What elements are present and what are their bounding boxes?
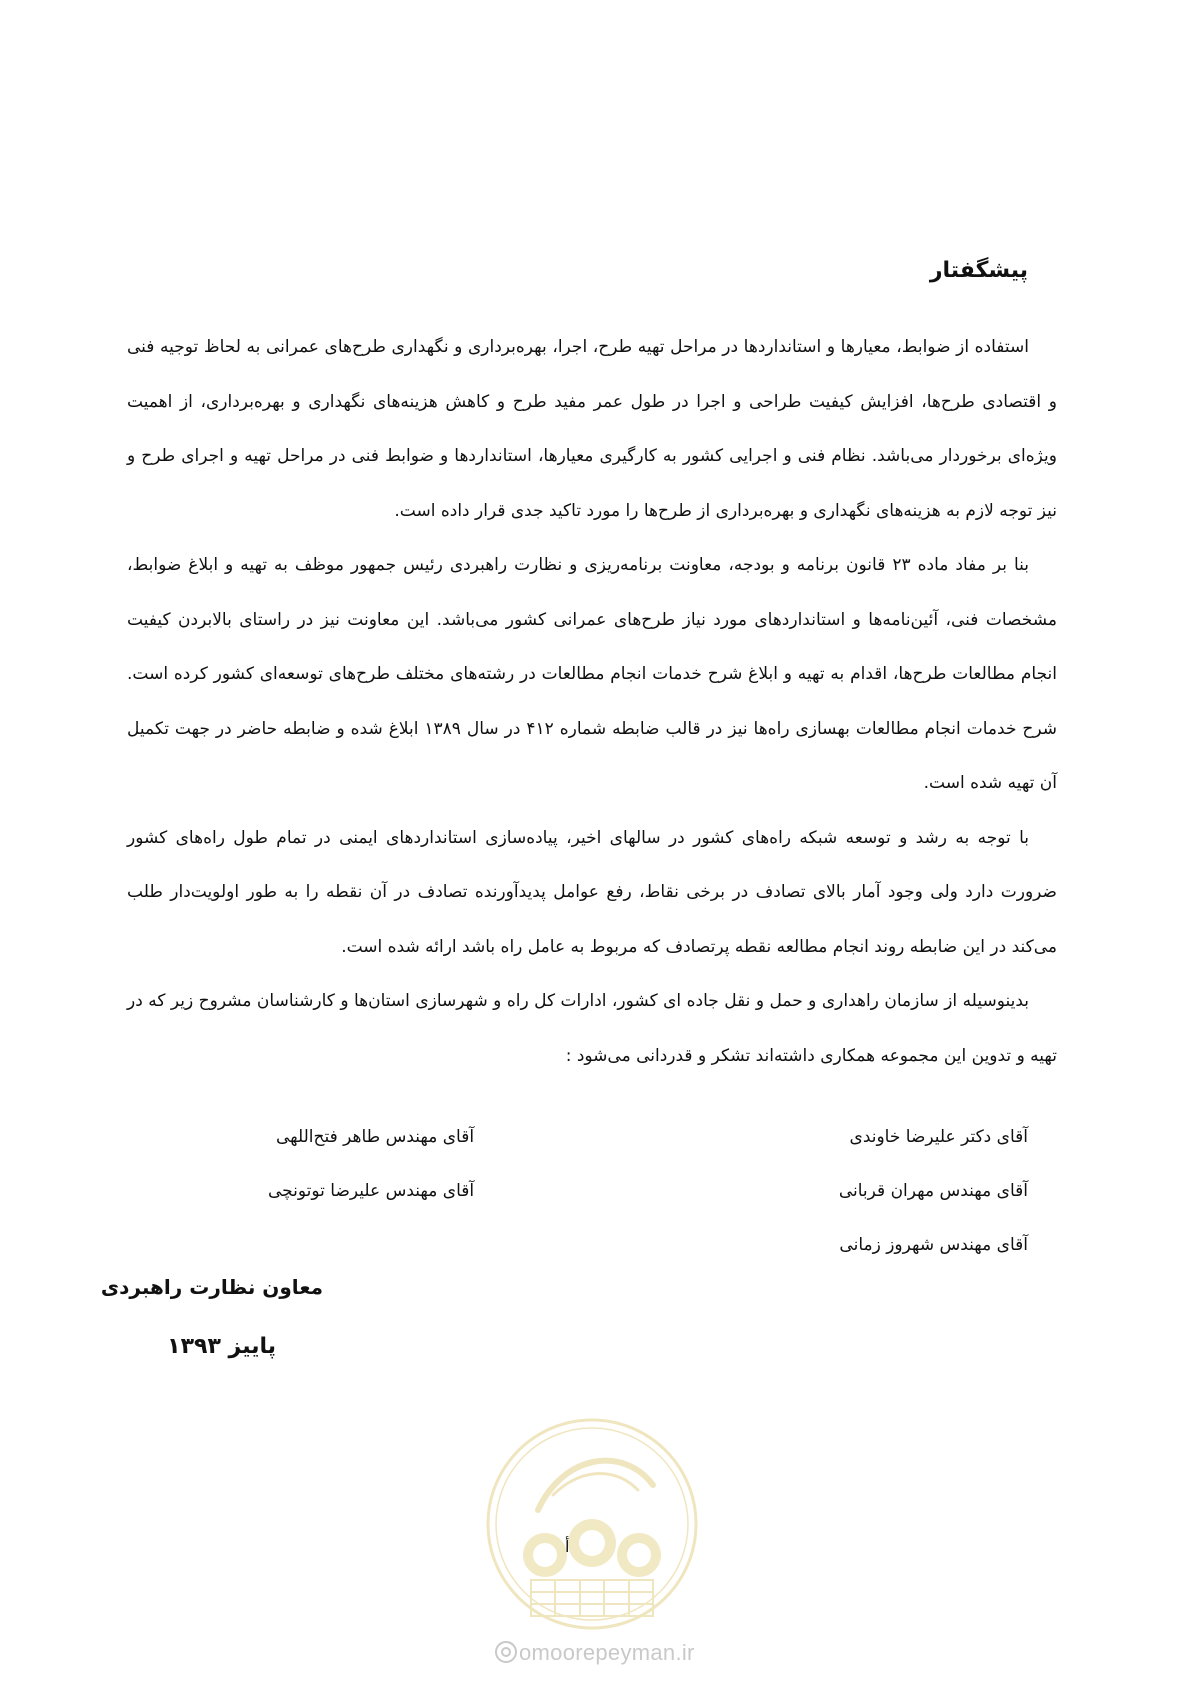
contributor-name: آقای مهندس شهروز زمانی	[839, 1235, 1028, 1255]
paragraph-1: استفاده از ضوابط، معیارها و استانداردها در مراحل تهیه طرح، اجرا، بهره‌برداری و نگهداری طرح‌های عمرانی به لحاظ توجیه فنی و اقتصادی طرح‌ها، افزایش کیفیت طراحی و اجرا در طول عمر مفید طرح و کاهش هزینه‌های نگهداری و بهره‌برداری، از اهمیت ویژه‌ای برخوردار می‌باشد. نظام فنی و اجرایی کشور به کارگیری معیارها، استانداردها و ضوابط فنی در مراحل تهیه و اجرای طرح و نیز توجه لازم به هزینه‌های نگهداری و بهره‌برداری از طرح‌ها را مورد تاکید جدی قرار داده است.	[127, 337, 1057, 521]
page-title: پیشگفتار	[929, 258, 1028, 283]
seal-watermark	[483, 1415, 701, 1633]
paragraph-4: بدینوسیله از سازمان راهداری و حمل و نقل جاده ای کشور، ادارات کل راه و شهرسازی استان‌ها و کارشناسان مشروح زیر که در تهیه و تدوین این مجموعه همکاری داشته‌اند تشکر و قدردانی می‌شود :	[127, 991, 1057, 1066]
contributor-name: آقای مهندس مهران قربانی	[838, 1181, 1028, 1201]
contributor-name: آقای مهندس علیرضا توتونچی	[268, 1181, 475, 1201]
at-sign-icon	[495, 1641, 517, 1663]
issue-date: پاییز ۱۳۹۳	[167, 1334, 276, 1359]
paragraph-3: با توجه به رشد و توسعه شبکه راه‌های کشور در سالهای اخیر، پیاده‌سازی استانداردهای ایمنی در تمام طول راه‌های کشور ضرورت دارد ولی وجود آمار بالای تصادف در برخی نقاط، رفع عوامل پدیدآورنده تصادف در آن نقطه را به طور اولویت‌دار طلب می‌کند در این ضابطه روند انجام مطالعه نقطه پرتصادف که مربوط به عامل راه باشد ارائه شده است.	[127, 827, 1057, 957]
page-number: أ	[565, 1537, 570, 1556]
contributor-name: آقای مهندس طاهر فتح‌اللهی	[275, 1127, 475, 1147]
body-text	[127, 320, 1057, 1083]
watermark-url	[495, 1640, 695, 1666]
watermark-url-text: omoorepeyman.ir	[519, 1640, 695, 1665]
signature-title: معاون نظارت راهبردی	[100, 1275, 323, 1299]
paragraph-2: بنا بر مفاد ماده ۲۳ قانون برنامه و بودجه، معاونت برنامه‌ریزی و نظارت راهبردی رئیس جمهور موظف به تهیه و ابلاغ ضوابط، مشخصات فنی، آئین‌نامه‌ها و استانداردهای مورد نیاز طرح‌های عمرانی کشور می‌باشد. این معاونت نیز در راستای بالابردن کیفیت انجام مطالعات طرح‌ها، اقدام به تهیه و ابلاغ شرح خدمات انجام مطالعات در رشته‌های مختلف طرح‌های توسعه‌ای کشور کرده است. شرح خدمات انجام مطالعات بهسازی راه‌ها نیز در قالب ضابطه شماره ۴۱۲ در سال ۱۳۸۹ ابلاغ شده و ضابطه حاضر در جهت تکمیل آن تهیه شده است.	[127, 555, 1058, 793]
contributor-empty	[268, 1218, 764, 1272]
contributor-name: آقای دکتر علیرضا خاوندی	[849, 1127, 1028, 1147]
acknowledgements-list	[268, 1110, 1028, 1272]
